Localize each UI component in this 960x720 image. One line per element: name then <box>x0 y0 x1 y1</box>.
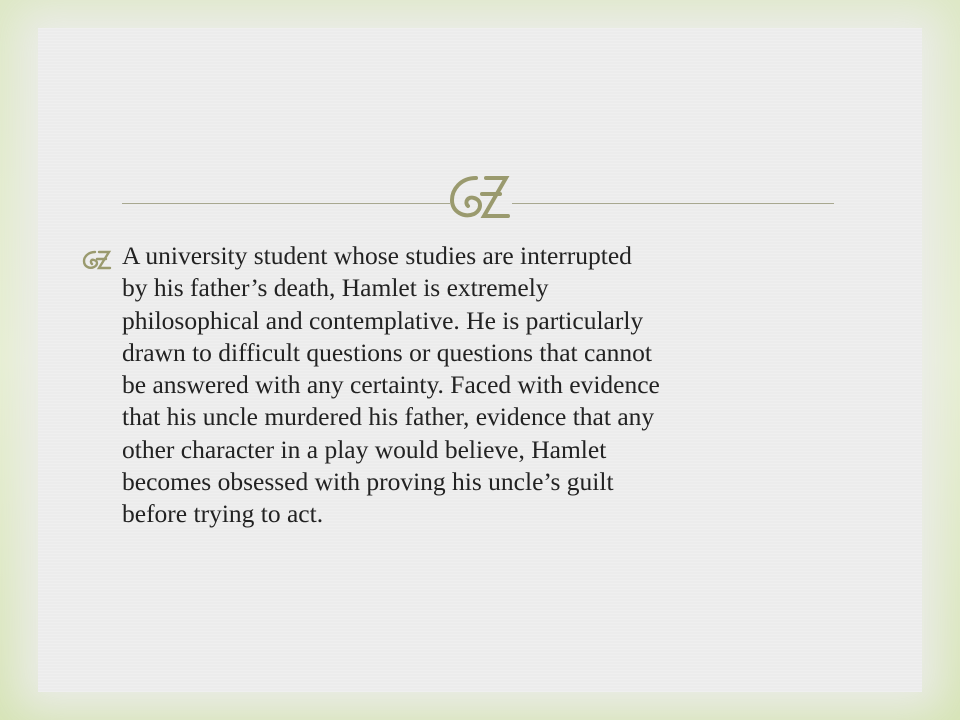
title-divider-right <box>512 203 834 204</box>
fleuron-bullet-icon <box>82 249 112 271</box>
bullet-text: A university student whose studies are interrupted by his father’s death, Hamlet is extremely philosophical and contemplative. He is particularly drawn to difficult questions or questions that cannot be answered with any certainty. Faced with evidence that his uncle murdered his father, evidence that any other character in a play would believe, Hamlet becomes obsessed with proving his uncle’s guilt before trying to act. <box>122 241 660 529</box>
fleuron-icon <box>446 170 516 222</box>
title-divider-left <box>122 203 450 204</box>
